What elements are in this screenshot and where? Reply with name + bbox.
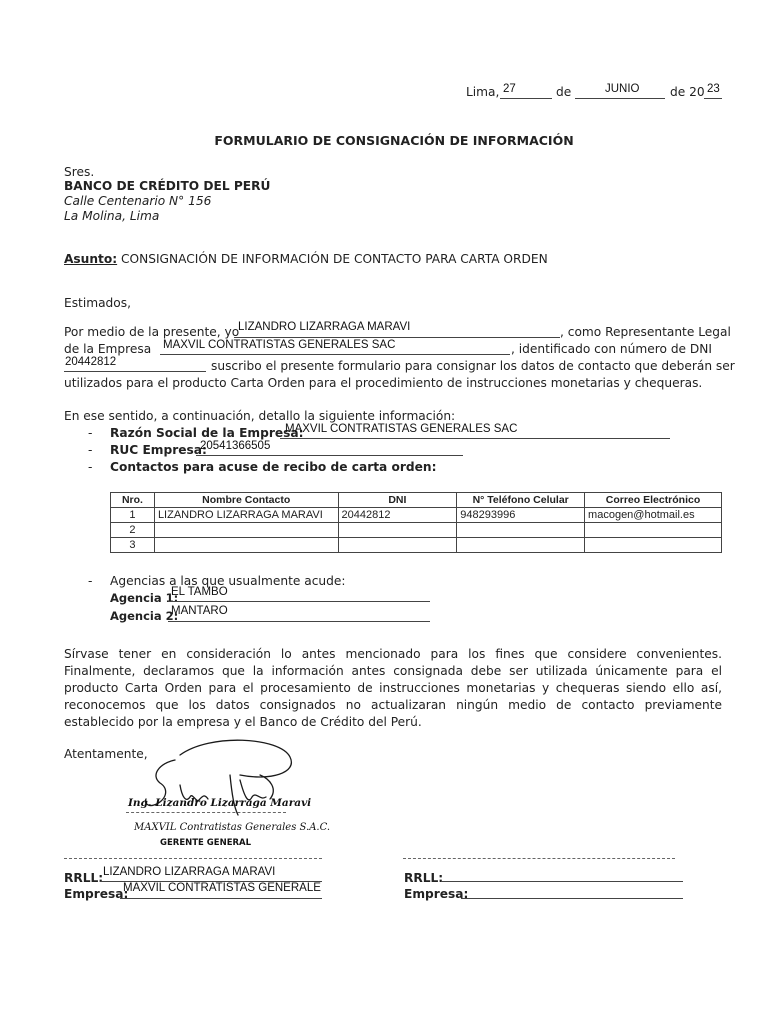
cell-nombre <box>154 523 338 538</box>
right-empresa-line <box>461 898 683 899</box>
salutation: Sres. <box>64 165 95 179</box>
razon-value: MAXVIL CONTRATISTAS GENERALES SAC <box>285 423 518 435</box>
stamp-rule <box>126 812 286 813</box>
ruc-label: RUC Empresa: <box>110 443 207 457</box>
date-month: JUNIO <box>605 83 640 95</box>
header-nombre: Nombre Contacto <box>154 493 338 508</box>
right-empresa-label: Empresa: <box>404 887 469 901</box>
agency-2-value: MANTARO <box>171 605 228 617</box>
date-month-line <box>575 98 665 99</box>
cell-dni <box>338 523 457 538</box>
dni-value: 20442812 <box>65 356 117 368</box>
p2-text: En ese sentido, a continuación, detallo la siguiente información: <box>64 409 456 423</box>
cell-correo <box>585 538 722 553</box>
stamp-line-1: Ing. Lizandro Lizarraga Maravi <box>128 797 312 809</box>
p1-text-e: suscribo el presente formulario para consignar los datos de contacto que deberán ser <box>211 359 735 373</box>
cell-telefono: 948293996 <box>457 508 585 523</box>
sign-off: Atentamente, <box>64 747 148 761</box>
left-rrll-value: LIZANDRO LIZARRAGA MARAVI <box>103 866 276 878</box>
date-year: 23 <box>707 83 720 95</box>
cell-telefono <box>457 523 585 538</box>
date-year-line <box>704 98 722 99</box>
date-day-line <box>500 98 552 99</box>
date-de-2: de 20 <box>670 85 705 99</box>
agency-2-line <box>168 621 430 622</box>
bullet-dash: - <box>88 574 93 588</box>
handwritten-signature <box>120 735 300 855</box>
closing-paragraph: Sírvase tener en consideración lo antes mencionado para los fines que considere convenientes. Finalmente, declaramos que la información antes consignada debe ser utilizada únicamente para el producto Carta Orden para el procesamiento de instrucciones monetarias y chequeras siendo ello así, reconocemos que los datos consignados no actualizaran ningún medio de contacto previamente establecido por la empresa y el Banco de Crédito del Perú. <box>64 647 722 729</box>
razon-line <box>280 438 670 439</box>
right-signature-dashes <box>403 858 675 859</box>
representative-line <box>234 337 560 338</box>
bank-address-2: La Molina, Lima <box>64 209 160 223</box>
ruc-value: 20541366505 <box>200 440 271 452</box>
date-de-1: de <box>556 85 572 99</box>
company-name: MAXVIL CONTRATISTAS GENERALES SAC <box>163 339 396 351</box>
left-empresa-label: Empresa: <box>64 887 129 901</box>
stamp-line-3: GERENTE GENERAL <box>160 838 252 848</box>
table-row <box>111 538 722 553</box>
header-dni: DNI <box>338 493 457 508</box>
cell-nombre: LIZANDRO LIZARRAGA MARAVI <box>154 508 338 523</box>
greeting: Estimados, <box>64 296 131 310</box>
cell-correo <box>585 523 722 538</box>
agency-2-label: Agencia 2: <box>110 609 179 623</box>
cell-nro: 3 <box>111 538 155 553</box>
p1-text-c: de la Empresa <box>64 342 152 356</box>
header-nro: Nro. <box>111 493 155 508</box>
date-place: Lima, <box>466 85 500 99</box>
agencies-intro: Agencias a las que usualmente acude: <box>110 574 346 588</box>
stamp-line-2: MAXVIL Contratistas Generales S.A.C. <box>134 822 331 833</box>
cell-dni: 20442812 <box>338 508 457 523</box>
date-day: 27 <box>503 83 516 95</box>
bullet-dash: - <box>88 460 93 474</box>
cell-nro: 2 <box>111 523 155 538</box>
p1-text-a: Por medio de la presente, yo <box>64 325 240 339</box>
header-telefono: N° Teléfono Celular <box>457 493 585 508</box>
bank-address-1: Calle Centenario N° 156 <box>64 194 212 208</box>
table-row <box>111 508 722 523</box>
ruc-line <box>196 455 463 456</box>
razon-label: Razón Social de la Empresa: <box>110 426 304 440</box>
left-empresa-line <box>120 898 322 899</box>
contacts-label: Contactos para acuse de recibo de carta orden: <box>110 460 437 474</box>
bank-name: BANCO DE CRÉDITO DEL PERÚ <box>64 179 271 193</box>
agency-1-line <box>168 601 430 602</box>
bullet-dash: - <box>88 426 93 440</box>
cell-nombre <box>154 538 338 553</box>
table-row <box>111 523 722 538</box>
subject-text: CONSIGNACIÓN DE INFORMACIÓN DE CONTACTO PARA CARTA ORDEN <box>117 252 548 266</box>
agency-1-label: Agencia 1: <box>110 591 179 605</box>
dni-line <box>64 371 206 372</box>
p1-text-b: , como Representante Legal <box>560 325 731 339</box>
cell-dni <box>338 538 457 553</box>
bullet-dash: - <box>88 443 93 457</box>
right-rrll-line <box>441 881 683 882</box>
subject-label: Asunto: <box>64 252 118 266</box>
right-rrll-label: RRLL: <box>404 871 444 885</box>
header-correo: Correo Electrónico <box>585 493 722 508</box>
representative-name: LIZANDRO LIZARRAGA MARAVI <box>238 321 411 333</box>
cell-nro: 1 <box>111 508 155 523</box>
cell-telefono <box>457 538 585 553</box>
p1-text-f: utilizados para el producto Carta Orden para el procedimiento de instrucciones monetarias y chequeras. <box>64 376 703 390</box>
left-rrll-label: RRLL: <box>64 871 104 885</box>
left-empresa-value: MAXVIL CONTRATISTAS GENERALE <box>123 882 321 894</box>
table-header-row <box>111 493 722 508</box>
subject-line <box>64 252 548 266</box>
page-title: FORMULARIO DE CONSIGNACIÓN DE INFORMACIÓN <box>214 133 574 148</box>
cell-correo: macogen@hotmail.es <box>585 508 722 523</box>
left-signature-dashes <box>64 858 322 859</box>
contacts-table <box>110 492 722 553</box>
p1-text-d: , identificado con número de DNI <box>511 342 713 356</box>
company-line <box>160 354 510 355</box>
agency-1-value: EL TAMBO <box>171 586 228 598</box>
